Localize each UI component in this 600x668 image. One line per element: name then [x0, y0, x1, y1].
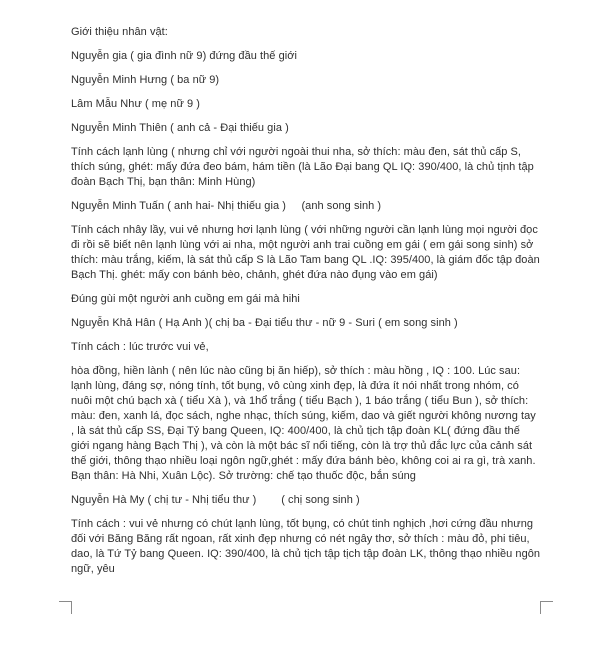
document-body: [71, 25, 541, 586]
character-eldest-brother: Nguyễn Minh Thiên ( anh cả - Đại thiếu gia ): [71, 122, 289, 134]
character-third-sister: Nguyễn Khả Hân ( Hạ Anh )( chị ba - Đại tiểu thư - nữ 9 - Suri ( em song sinh ): [71, 317, 458, 329]
third-sister-description: hòa đồng, hiền lành ( nên lúc nào cũng bị ăn hiếp), sở thích : màu hồng , IQ : 100. Lúc sau: lạnh lùng, đáng sợ, nóng tính, tốt bụng, vô cùng xinh đẹp, là đứa ít nói nhất trong nhóm, có nuôi một chú bạch xà ( tiểu Xà ), và 1hổ trắng ( tiểu Bạch ), 1 báo trắng ( tiểu Bun ), sở thích: màu: đen, xanh lá, đọc sách, nghe nhạc, thích súng, kiếm, dao và giết người không nương tay , là sát thủ cấp SS, Đại Tỷ bang Queen, IQ: 400/400, là chủ tịch tập đoàn KL( đứng đầu thế giới ngang hàng Bạch Thị ), và còn là một bác sĩ nổi tiếng, còn là trợ thủ đắc lực của cảnh sát thế giới, thông thạo nhiều loại ngôn ngữ,ghét : mấy đứa bánh bèo, không coi ai ra gì, trà xanh. Bạn thân: Hà Nhi, Xuân Lộc). Sở trường: chế tạo thuốc độc, bắn súng: [71, 365, 536, 482]
page-corner-mark-left: [59, 601, 72, 614]
fourth-sister-description: Tính cách : vui vẻ nhưng có chút lạnh lùng, tốt bụng, có chút tinh nghịch ,hơi cứng đầu nhưng đối với Băng Băng rất ngoan, rất xinh đẹp nhưng có nét ngây thơ, sở thích : màu đỏ, phi tiêu, dao, là Tứ Tỷ bang Queen. IQ: 390/400, là chủ tịch tập tịch tập đoàn LK, thông thạo nhiều ngôn ngữ, yêu: [71, 518, 541, 575]
eldest-brother-description: Tính cách lạnh lùng ( nhưng chỉ với người ngoài thui nha, sở thích: màu đen, sát thủ cấp S, thích súng, ghét: mấy đứa đeo bám, hám tiền (là Lão Đại bang QL IQ: 390/400, là chủ tịnh tập đoàn Bạch Thị, bạn thân: Minh Hùng): [71, 146, 534, 188]
character-father: Nguyễn Minh Hưng ( ba nữ 9): [71, 74, 220, 86]
page-corner-mark-right: [540, 601, 553, 614]
second-brother-description: Tính cách nhây lầy, vui vẻ nhưng hơi lạnh lùng ( với những người cần lạnh lùng mọi người đọc đi rồi sẽ biết nên lạnh lùng với ai nha, một người anh trai cuồng em gái ( em gái song sinh) sở thích: màu trắng, kiếm, là sát thủ cấp S là Lão Tam bang QL .IQ: 395/400, là giám đốc tập đoàn Bạch Thị. ghét: mấy con bánh bèo, chảnh, ghét đứa nào đụng vào em gái): [71, 224, 540, 281]
heading-character-intro: Giới thiệu nhân vật:: [71, 26, 168, 38]
character-second-brother: Nguyễn Minh Tuấn ( anh hai- Nhị thiếu gia ) (anh song sinh ): [71, 200, 382, 212]
character-mother: Lâm Mẫu Như ( mẹ nữ 9 ): [71, 98, 200, 110]
character-fourth-sister: Nguyễn Hà My ( chị tư - Nhị tiểu thư ) ( chị song sinh ): [71, 494, 360, 506]
third-sister-personality-label: Tính cách : lúc trước vui vẻ,: [71, 341, 209, 353]
family-intro: Nguyễn gia ( gia đình nữ 9) đứng đầu thế giới: [71, 50, 297, 62]
author-comment: Đúng gùi một người anh cuồng em gái mà hihi: [71, 293, 300, 305]
